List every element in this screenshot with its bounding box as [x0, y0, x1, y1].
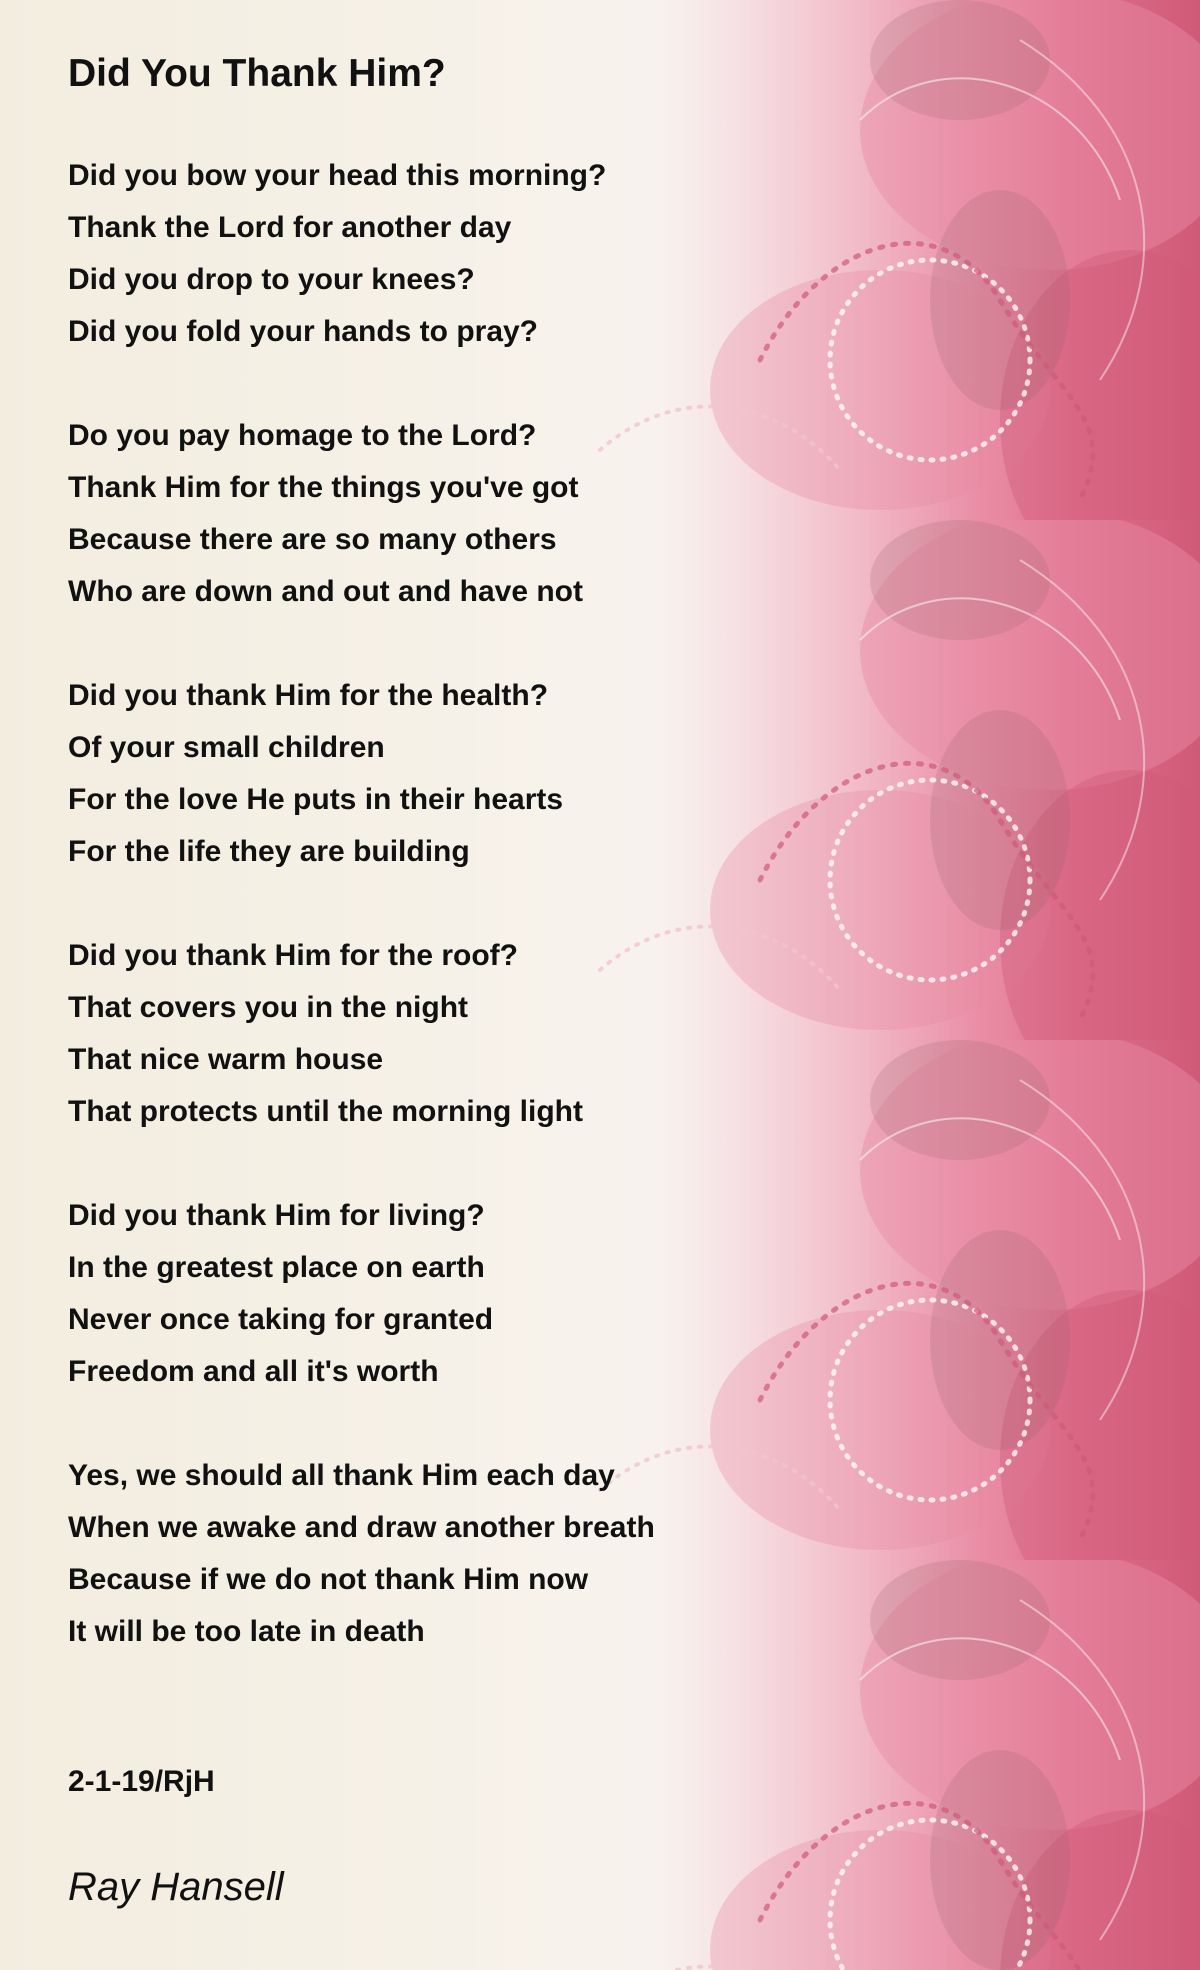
poem-line: When we awake and draw another breath: [68, 1511, 655, 1544]
poem-line: Because if we do not thank Him now: [68, 1563, 589, 1596]
poem-line: Who are down and out and have not: [68, 575, 583, 608]
poem-line: Did you drop to your knees?: [68, 263, 475, 296]
poem-line: In the greatest place on earth: [68, 1251, 485, 1284]
poem-line: Do you pay homage to the Lord?: [68, 419, 537, 452]
poem-line: Did you fold your hands to pray?: [68, 315, 539, 348]
poem-line: Did you thank Him for the roof?: [68, 939, 518, 972]
poem-stanza: [68, 670, 563, 878]
poem-line: That covers you in the night: [68, 991, 469, 1024]
poem-line: It will be too late in death: [68, 1615, 425, 1648]
poem-line: Freedom and all it's worth: [68, 1355, 439, 1388]
poem-line: Thank the Lord for another day: [68, 211, 512, 244]
poem-line: Yes, we should all thank Him each day: [68, 1459, 615, 1492]
poem-title: Did You Thank Him?: [68, 52, 446, 95]
poem-line: For the life they are building: [68, 835, 470, 868]
poem-line: Never once taking for granted: [68, 1303, 494, 1336]
poem-author: Ray Hansell: [68, 1865, 284, 1909]
poem-line: Because there are so many others: [68, 523, 557, 556]
poem-line: Did you thank Him for living?: [68, 1199, 485, 1232]
poem-line: Of your small children: [68, 731, 385, 764]
poem-line: Did you bow your head this morning?: [68, 159, 607, 192]
poem-line: That nice warm house: [68, 1043, 384, 1076]
poem-line: Thank Him for the things you've got: [68, 471, 579, 504]
poem-stanza: [68, 410, 583, 618]
poem-line: For the love He puts in their hearts: [68, 783, 564, 816]
poem-signature: 2-1-19/RjH: [68, 1765, 215, 1798]
poem-stanza: [68, 150, 606, 358]
poem-stanza: [68, 1190, 493, 1398]
poem-stanza: [68, 930, 583, 1138]
poem-line: That protects until the morning light: [68, 1095, 583, 1128]
poem-line: Did you thank Him for the health?: [68, 679, 549, 712]
poem-stanza: [68, 1450, 655, 1658]
